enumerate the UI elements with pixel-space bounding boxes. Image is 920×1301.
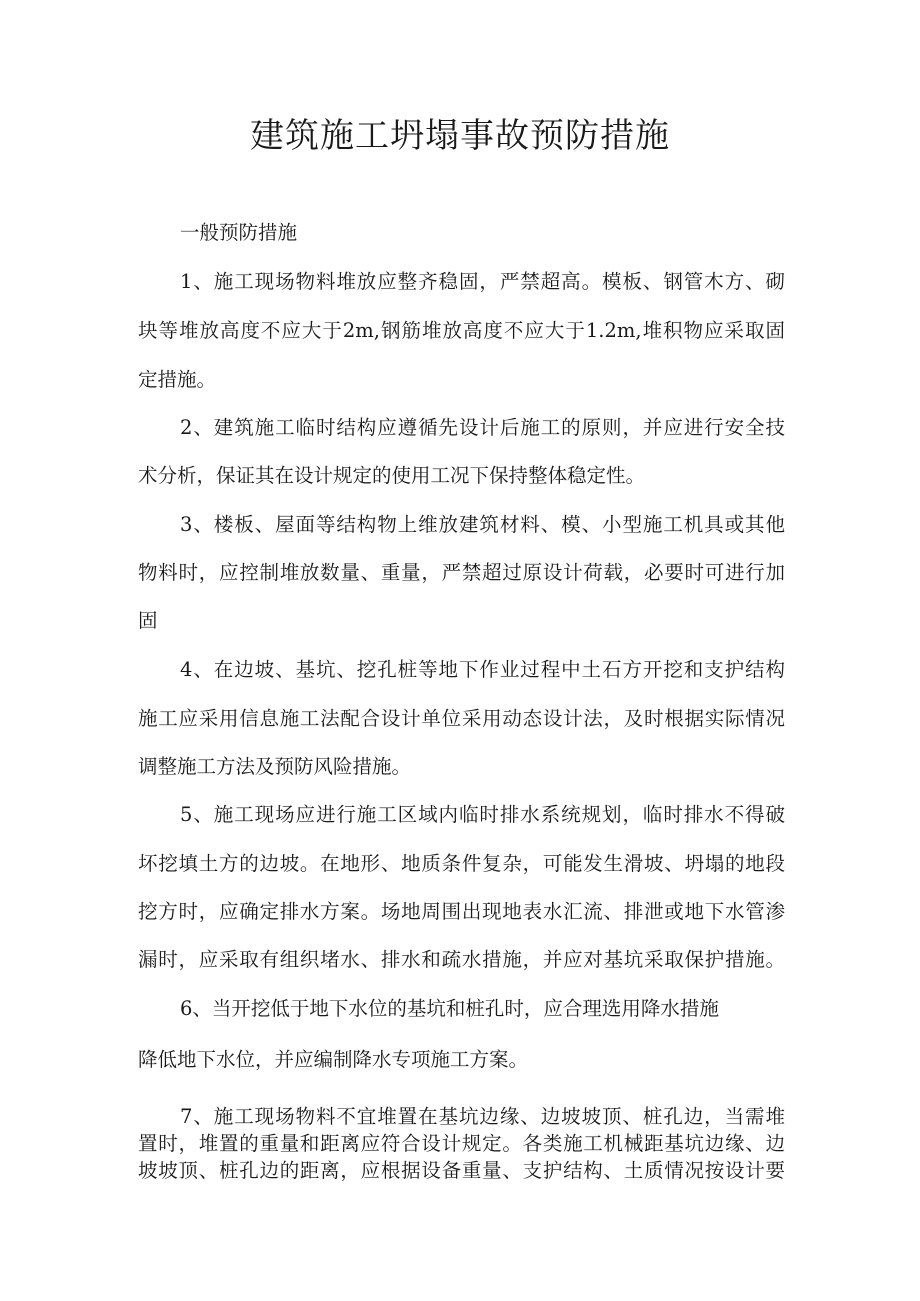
paragraph-1-line-1: 1、施工现场物料堆放应整齐稳固，严禁超高。模板、钢管木方、砌 [180,270,785,293]
paragraph-4-line-2: 施工应采用信息施工法配合设计单位采用动态设计法，及时根据实际情况 [138,707,785,730]
paragraph-2-line-2: 术分析，保证其在设计规定的使用工况下保持整体稳定性。 [138,464,646,487]
section-heading: 一般预防措施 [180,221,298,244]
paragraph-3-line-2: 物料时，应控制堆放数量、重量，严禁超过原设计荷载，必要时可进行加 [138,561,785,584]
paragraph-6-line-2: 降低地下水位，并应编制降水专项施工方案。 [138,1048,529,1071]
paragraph-4-line-3: 调整施工方法及预防风险措施。 [138,755,412,778]
paragraph-2-line-1: 2、建筑施工临时结构应遵循先设计后施工的原则，并应进行安全技 [180,416,785,439]
paragraph-5-line-1: 5、施工现场应进行施工区域内临时排水系统规划，临时排水不得破 [180,803,785,826]
document-title: 建筑施工坍塌事故预防措施 [250,116,670,156]
paragraph-7-line-3: 坡坡顶、桩孔边的距离，应根据设备重量、支护结构、土质情况按设计要 [138,1159,785,1182]
paragraph-4-line-1: 4、在边坡、基坑、挖孔桩等地下作业过程中土石方开挖和支护结构 [180,658,785,681]
paragraph-5-line-4: 漏时，应采取有组织堵水、排水和疏水措施，并应对基坑采取保护措施。 [138,948,785,971]
paragraph-7-line-1: 7、施工现场物料不宜堆置在基坑边缘、边坡坡顶、桩孔边，当需堆 [180,1105,785,1128]
paragraph-1-line-2: 块等堆放高度不应大于2m,钢筋堆放高度不应大于1.2m,堆积物应采取固 [138,319,785,342]
paragraph-3-line-1: 3、楼板、屋面等结构物上维放建筑材料、模、小型施工机具或其他 [180,513,785,536]
paragraph-5-line-3: 挖方时，应确定排水方案。场地周围出现地表水汇流、排泄或地下水管渗 [138,900,785,923]
paragraph-6-line-1: 6、当开挖低于地下水位的基坑和桩孔时，应合理选用降水措施 [180,997,719,1020]
paragraph-5-line-2: 坏挖填土方的边坡。在地形、地质条件复杂，可能发生滑坡、坍塌的地段 [138,852,785,875]
paragraph-7-line-2: 置时，堆置的重量和距离应符合设计规定。各类施工机械距基坑边缘、边 [138,1132,785,1155]
paragraph-3-line-3: 固 [138,609,158,632]
paragraph-1-line-3: 定措施。 [138,368,217,391]
